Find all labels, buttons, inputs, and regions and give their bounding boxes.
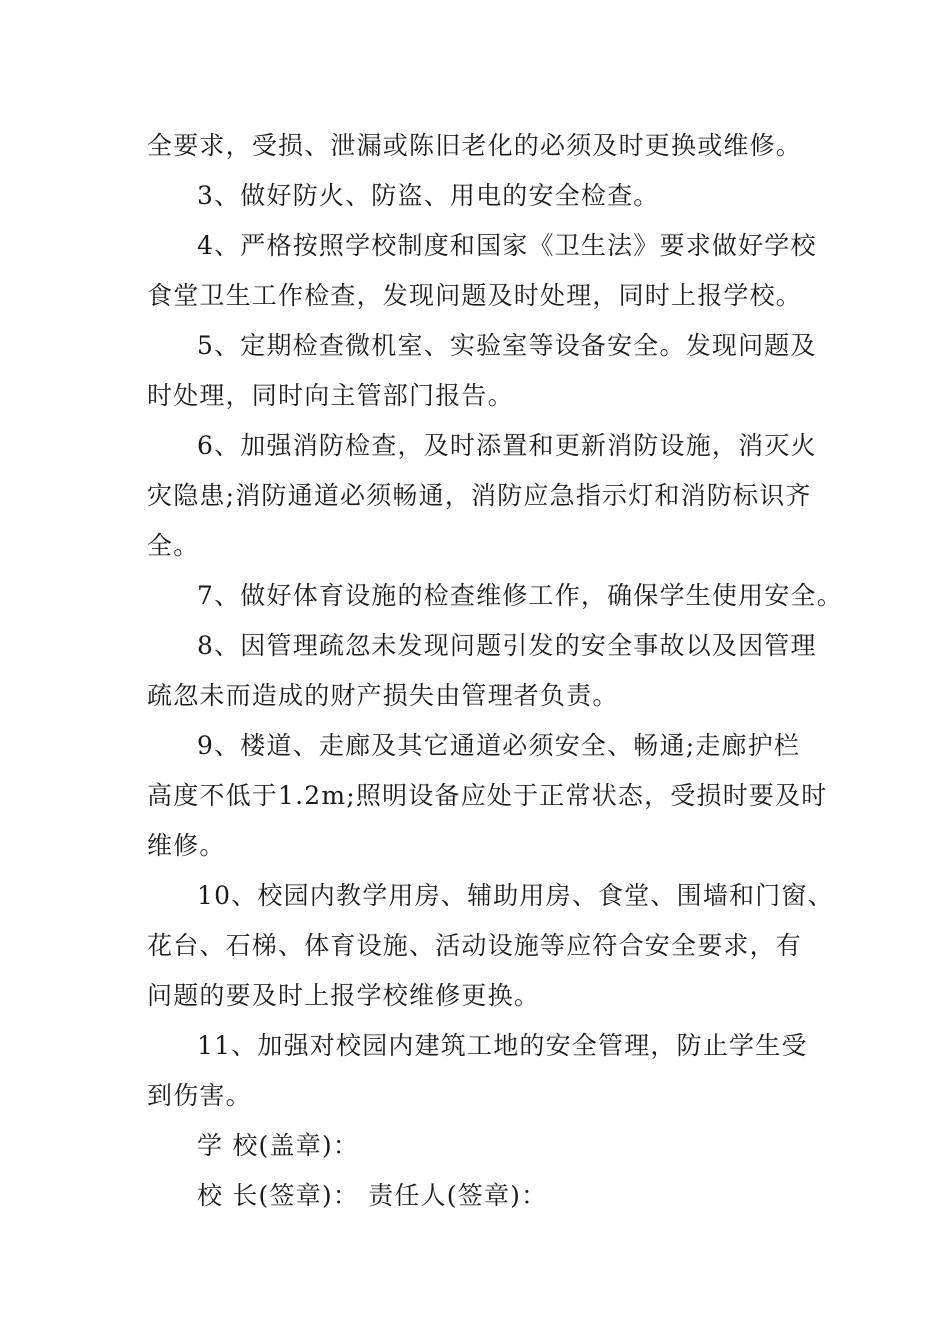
- text-line: 花台、石梯、体育设施、活动设施等应符合安全要求，有: [147, 931, 803, 960]
- text-line: 维修。: [147, 831, 226, 860]
- text-line: 问题的要及时上报学校维修更换。: [147, 981, 541, 1010]
- text-line: 3、做好防火、防盗、用电的安全检查。: [197, 181, 660, 210]
- text-line: 全。: [147, 531, 200, 560]
- text-line: 7、做好体育设施的检查维修工作，确保学生使用安全。: [197, 581, 843, 610]
- text-line: 灾隐患;消防通道必须畅通，消防应急指示灯和消防标识齐: [147, 481, 812, 510]
- text-line: 疏忽未而造成的财产损失由管理者负责。: [147, 681, 619, 710]
- text-line: 高度不低于1.2m;照明设备应处于正常状态，受损时要及时: [147, 781, 828, 810]
- text-line: 10、校园内教学用房、辅助用房、食堂、围墙和门窗、: [197, 881, 834, 910]
- signature-school-line: 学 校(盖章)：: [197, 1131, 360, 1160]
- text-line: 6、加强消防检查，及时添置和更新消防设施，消灭火: [197, 431, 817, 460]
- text-line: 4、严格按照学校制度和国家《卫生法》要求做好学校: [197, 231, 817, 260]
- signature-principal-line: 校 长(签章)： 责任人(签章)：: [197, 1181, 548, 1210]
- text-line: 食堂卫生工作检查，发现问题及时处理，同时上报学校。: [147, 281, 803, 310]
- text-line: 到伤害。: [147, 1081, 252, 1110]
- text-line: 9、楼道、走廊及其它通道必须安全、畅通;走廊护栏: [197, 731, 801, 760]
- text-line: 全要求，受损、泄漏或陈旧老化的必须及时更换或维修。: [147, 131, 803, 160]
- text-line: 8、因管理疏忽未发现问题引发的安全事故以及因管理: [197, 631, 817, 660]
- text-line: 11、加强对校园内建筑工地的安全管理，防止学生受: [197, 1031, 808, 1060]
- text-line: 时处理，同时向主管部门报告。: [147, 381, 514, 410]
- text-line: 5、定期检查微机室、实验室等设备安全。发现问题及: [197, 331, 817, 360]
